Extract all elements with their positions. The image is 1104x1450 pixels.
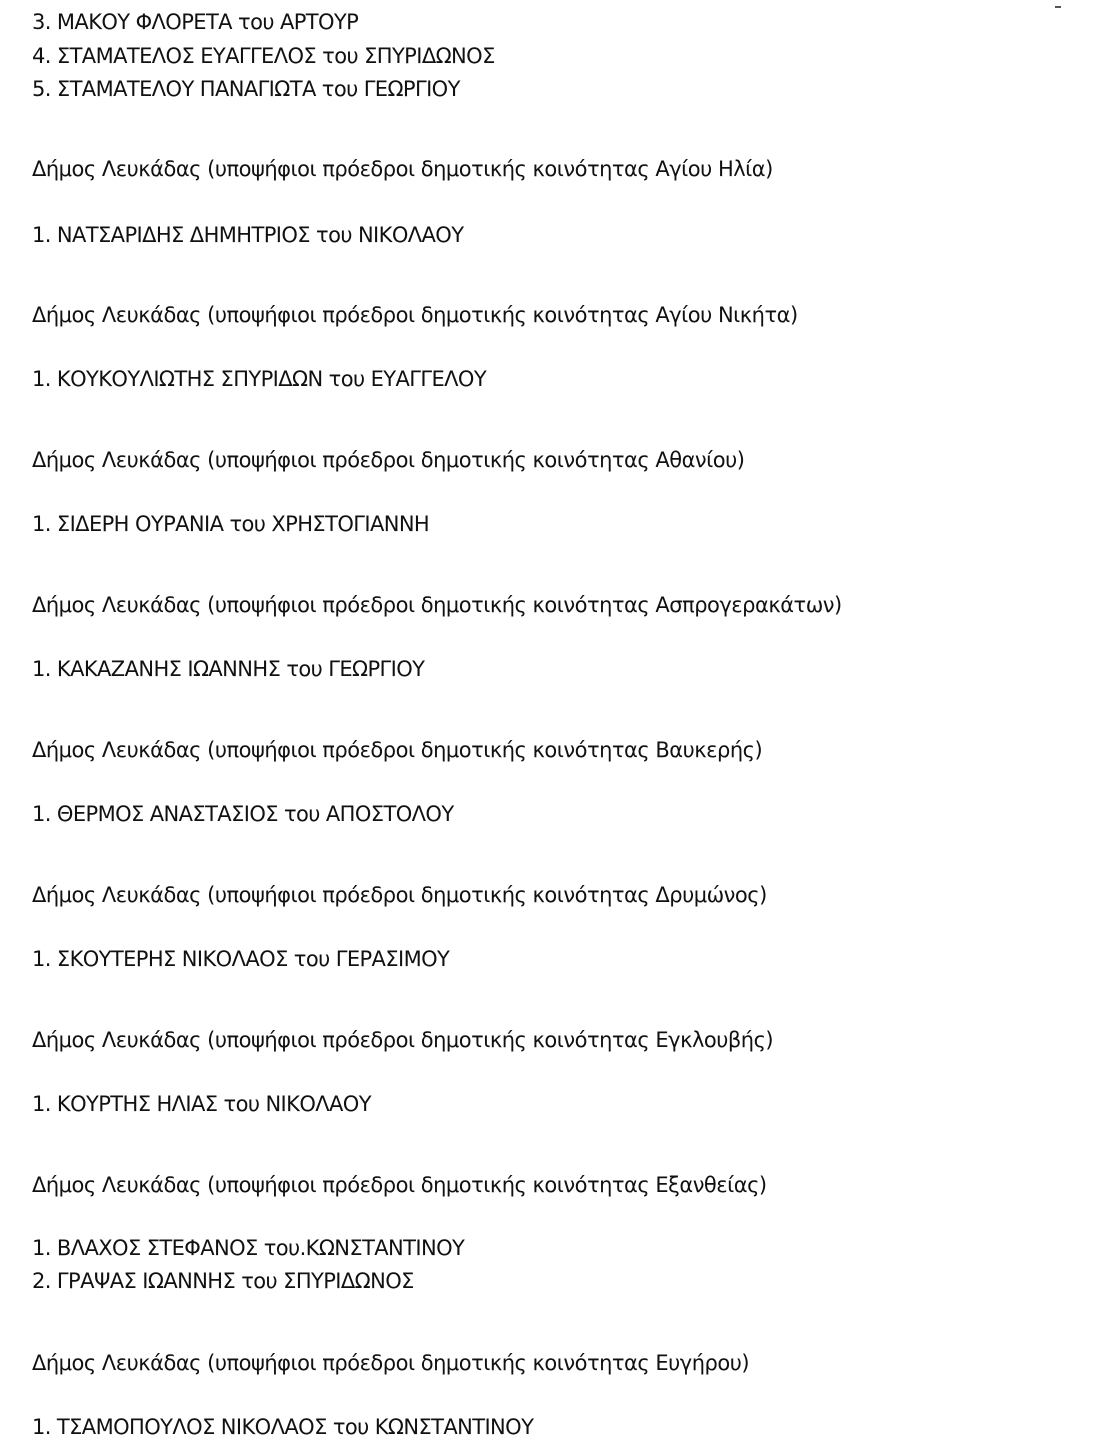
- candidate-line: 1. ΝΑΤΣΑΡΙΔΗΣ ΔΗΜΗΤΡΙΟΣ του ΝΙΚΟΛΑΟΥ: [32, 223, 464, 247]
- candidate-line: 1. ΒΛΑΧΟΣ ΣΤΕΦΑΝΟΣ του.ΚΩΝΣΤΑΝΤΙΝΟΥ: [32, 1236, 465, 1260]
- section-heading: Δήμος Λευκάδας (υποψήφιοι πρόεδροι δημοτικής κοινότητας Ασπρογερακάτων): [32, 593, 842, 617]
- candidate-line: 1. ΘΕΡΜΟΣ ΑΝΑΣΤΑΣΙΟΣ του ΑΠΟΣΤΟΛΟΥ: [32, 802, 454, 826]
- candidate-line: 1. ΚΟΥΚΟΥΛΙΩΤΗΣ ΣΠΥΡΙΔΩΝ του ΕΥΑΓΓΕΛΟΥ: [32, 367, 487, 391]
- section-heading: Δήμος Λευκάδας (υποψήφιοι πρόεδροι δημοτικής κοινότητας Αγίου Ηλία): [32, 157, 773, 181]
- intro-candidate: 4. ΣΤΑΜΑΤΕΛΟΣ ΕΥΑΓΓΕΛΟΣ του ΣΠΥΡΙΔΩΝΟΣ: [32, 44, 495, 68]
- intro-candidate: 3. ΜΑΚΟΥ ΦΛΟΡΕΤΑ του ΑΡΤΟΥΡ: [32, 10, 359, 34]
- section-heading: Δήμος Λευκάδας (υποψήφιοι πρόεδροι δημοτικής κοινότητας Εξανθείας): [32, 1173, 767, 1197]
- section-heading: Δήμος Λευκάδας (υποψήφιοι πρόεδροι δημοτικής κοινότητας Εγκλουβής): [32, 1028, 774, 1052]
- corner-mark: [1055, 6, 1061, 8]
- section-heading: Δήμος Λευκάδας (υποψήφιοι πρόεδροι δημοτικής κοινότητας Αθανίου): [32, 448, 745, 472]
- candidate-line: 1. ΚΑΚΑΖΑΝΗΣ ΙΩΑΝΝΗΣ του ΓΕΩΡΓΙΟΥ: [32, 657, 425, 681]
- candidate-line: 1. ΤΣΑΜΟΠΟΥΛΟΣ ΝΙΚΟΛΑΟΣ του ΚΩΝΣΤΑΝΤΙΝΟΥ: [32, 1415, 534, 1439]
- candidate-line: 1. ΚΟΥΡΤΗΣ ΗΛΙΑΣ του ΝΙΚΟΛΑΟΥ: [32, 1092, 371, 1116]
- section-heading: Δήμος Λευκάδας (υποψήφιοι πρόεδροι δημοτικής κοινότητας Δρυμώνος): [32, 883, 767, 907]
- section-heading: Δήμος Λευκάδας (υποψήφιοι πρόεδροι δημοτικής κοινότητας Αγίου Νικήτα): [32, 303, 798, 327]
- section-heading: Δήμος Λευκάδας (υποψήφιοι πρόεδροι δημοτικής κοινότητας Βαυκερής): [32, 738, 763, 762]
- intro-candidate: 5. ΣΤΑΜΑΤΕΛΟΥ ΠΑΝΑΓΙΩΤΑ του ΓΕΩΡΓΙΟΥ: [32, 77, 460, 101]
- candidate-line: 1. ΣΚΟΥΤΕΡΗΣ ΝΙΚΟΛΑΟΣ του ΓΕΡΑΣΙΜΟΥ: [32, 947, 450, 971]
- candidate-line: 2. ΓΡΑΨΑΣ ΙΩΑΝΝΗΣ του ΣΠΥΡΙΔΩΝΟΣ: [32, 1269, 414, 1293]
- candidate-line: 1. ΣΙΔΕΡΗ ΟΥΡΑΝΙΑ του ΧΡΗΣΤΟΓΙΑΝΝΗ: [32, 512, 430, 536]
- section-heading: Δήμος Λευκάδας (υποψήφιοι πρόεδροι δημοτικής κοινότητας Ευγήρου): [32, 1351, 750, 1375]
